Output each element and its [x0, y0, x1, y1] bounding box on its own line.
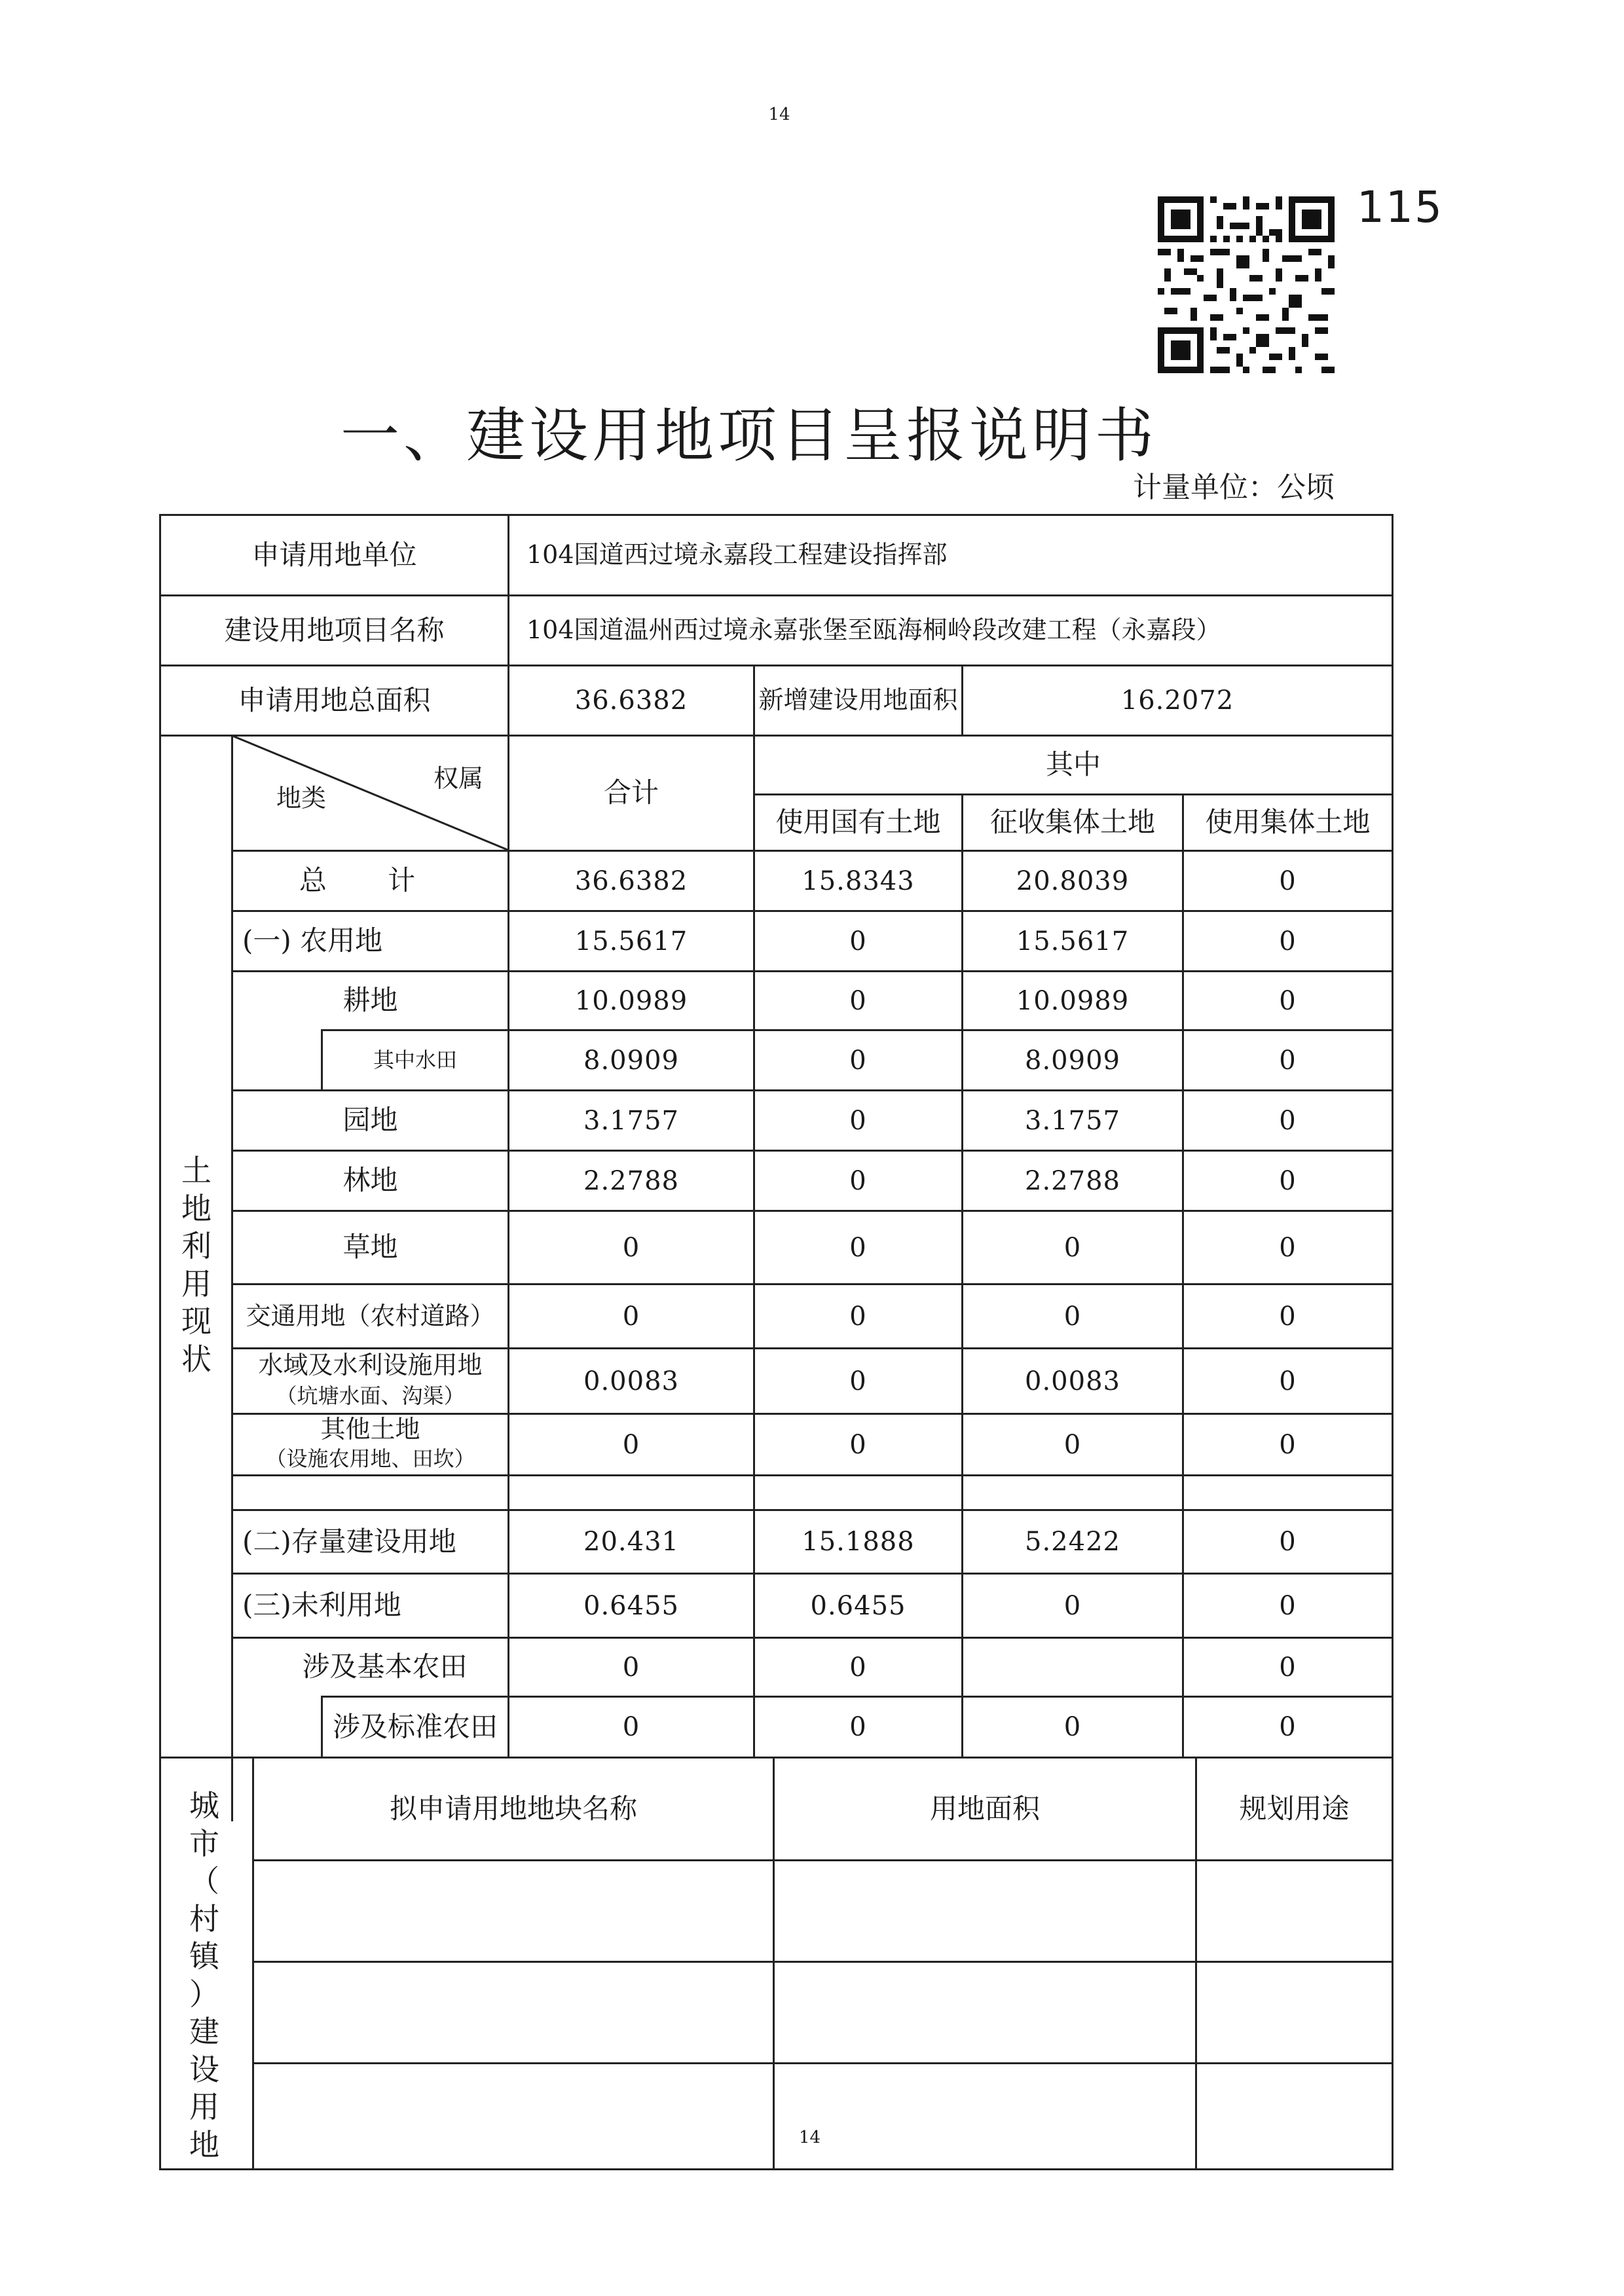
row-other-collect: 0 — [1063, 1429, 1082, 1460]
row-total-use: 0 — [1279, 866, 1297, 896]
row-cultivated-use: 0 — [1279, 985, 1297, 1016]
row-unused-collect: 0 — [1063, 1590, 1082, 1621]
row-existing-use: 0 — [1279, 1527, 1297, 1557]
row-transport-label: 交通用地（农村道路） — [246, 1301, 495, 1330]
row-existing-state: 15.1888 — [802, 1527, 915, 1557]
row-paddy-total: 8.0909 — [583, 1045, 679, 1076]
row-forest-label: 林地 — [342, 1164, 398, 1197]
row-total-label: 总 计 — [299, 864, 442, 897]
row-grass-label: 草地 — [342, 1231, 398, 1264]
row-other-total: 0 — [622, 1429, 640, 1460]
total-area-value: 36.6382 — [574, 685, 688, 716]
row-basic-farmland-collect — [963, 1639, 1182, 1696]
row-garden-total: 3.1757 — [583, 1105, 679, 1136]
row-water-use: 0 — [1279, 1366, 1297, 1396]
row-unused-total: 0.6455 — [583, 1590, 679, 1621]
document-title: 一、建设用地项目呈报说明书 — [341, 401, 1158, 470]
row-farmland-total: 15.5617 — [574, 926, 688, 957]
row-grass-collect: 0 — [1063, 1232, 1082, 1263]
col-parcel-header: 拟申请用地地块名称 — [389, 1792, 637, 1825]
page-number-bottom: 14 — [799, 2128, 821, 2147]
row-cultivated-state: 0 — [849, 985, 867, 1016]
row-water-label-line2: （坑塘水面、沟渠） — [276, 1383, 465, 1408]
row-basic-farmland-state: 0 — [849, 1652, 867, 1683]
col-collect-header: 征收集体土地 — [989, 806, 1155, 839]
project-label: 建设用地项目名称 — [224, 613, 445, 646]
row-standard-farmland-label: 涉及标准农田 — [332, 1710, 498, 1743]
col-use-header: 规划用途 — [1239, 1792, 1350, 1825]
row-grass-total: 0 — [622, 1232, 640, 1263]
applicant-value: 104国道西过境永嘉段工程建设指挥部 — [526, 540, 948, 570]
row-paddy-label: 其中水田 — [373, 1048, 457, 1073]
row-unused-use: 0 — [1279, 1590, 1297, 1621]
land-use-side-label: 土 地 利 用 现 状 — [181, 1153, 212, 1377]
row-transport-total: 0 — [622, 1301, 640, 1332]
row-grass-use: 0 — [1279, 1232, 1297, 1263]
row-other-label-line2: （设施农用地、田坎） — [265, 1446, 475, 1471]
row-water-label-line1: 水域及水利设施用地 — [258, 1351, 483, 1380]
row-forest-total: 2.2788 — [583, 1165, 679, 1196]
row-farmland-collect: 15.5617 — [1016, 926, 1130, 957]
new-area-value: 16.2072 — [1120, 685, 1234, 716]
row-total-collect: 20.8039 — [1016, 866, 1130, 896]
row-forest-state: 0 — [849, 1165, 867, 1196]
unit-note: 计量单位：公顷 — [1133, 471, 1335, 504]
project-value: 104国道温州西过境永嘉张堡至瓯海桐岭段改建工程（永嘉段） — [526, 615, 1221, 645]
applicant-label: 申请用地单位 — [251, 538, 417, 571]
row-paddy-state: 0 — [849, 1045, 867, 1076]
col-use-collect-header: 使用集体土地 — [1205, 806, 1371, 839]
document-number: 115 — [1357, 182, 1443, 232]
row-grass-state: 0 — [849, 1232, 867, 1263]
col-total-header: 合计 — [603, 776, 659, 809]
row-cultivated-total: 10.0989 — [574, 985, 688, 1016]
row-farmland-label: (一) 农用地 — [242, 924, 383, 957]
row-basic-farmland-total: 0 — [622, 1652, 640, 1683]
row-basic-farmland-label: 涉及基本农田 — [302, 1650, 468, 1683]
urban-side-label: 城 市 （ 村 镇 ） 建 设 用 地 — [189, 1788, 219, 2162]
row-paddy-collect: 8.0909 — [1025, 1045, 1120, 1076]
row-farmland-state: 0 — [849, 926, 867, 957]
corner-right-label: 权属 — [433, 764, 483, 793]
row-water-collect: 0.0083 — [1025, 1366, 1120, 1396]
row-standard-farmland-collect: 0 — [1063, 1712, 1082, 1742]
row-water-state: 0 — [849, 1366, 867, 1396]
new-area-label: 新增建设用地面积 — [758, 685, 958, 715]
row-existing-collect: 5.2422 — [1025, 1527, 1120, 1557]
row-standard-farmland-use: 0 — [1279, 1712, 1297, 1742]
row-unused-state: 0.6455 — [810, 1590, 906, 1621]
row-transport-use: 0 — [1279, 1301, 1297, 1332]
page-number-top: 14 — [768, 105, 790, 124]
row-standard-farmland-total: 0 — [622, 1712, 640, 1742]
row-transport-state: 0 — [849, 1301, 867, 1332]
corner-left-label: 地类 — [276, 784, 326, 813]
row-paddy-use: 0 — [1279, 1045, 1297, 1076]
row-other-use: 0 — [1279, 1429, 1297, 1460]
row-water-total: 0.0083 — [583, 1366, 679, 1396]
row-existing-label: (二)存量建设用地 — [242, 1525, 456, 1558]
row-other-label-line1: 其他土地 — [320, 1415, 420, 1444]
row-farmland-use: 0 — [1279, 926, 1297, 957]
row-other-state: 0 — [849, 1429, 867, 1460]
row-total-state: 15.8343 — [802, 866, 915, 896]
col-state-header: 使用国有土地 — [775, 806, 941, 839]
row-garden-use: 0 — [1279, 1105, 1297, 1136]
row-cultivated-label: 耕地 — [342, 984, 398, 1017]
col-group-header: 其中 — [1045, 748, 1101, 781]
row-garden-state: 0 — [849, 1105, 867, 1136]
row-existing-total: 20.431 — [583, 1527, 679, 1557]
row-forest-use: 0 — [1279, 1165, 1297, 1196]
total-area-label: 申请用地总面积 — [238, 683, 431, 716]
qr-code — [1158, 196, 1335, 373]
row-garden-label: 园地 — [342, 1104, 398, 1137]
row-forest-collect: 2.2788 — [1025, 1165, 1120, 1196]
row-transport-collect: 0 — [1063, 1301, 1082, 1332]
row-unused-label: (三)未利用地 — [242, 1589, 401, 1622]
row-garden-collect: 3.1757 — [1025, 1105, 1120, 1136]
row-standard-farmland-state: 0 — [849, 1712, 867, 1742]
col-area-header: 用地面积 — [929, 1792, 1040, 1825]
row-cultivated-collect: 10.0989 — [1016, 985, 1130, 1016]
row-basic-farmland-use: 0 — [1279, 1652, 1297, 1683]
row-total-total: 36.6382 — [574, 866, 688, 896]
